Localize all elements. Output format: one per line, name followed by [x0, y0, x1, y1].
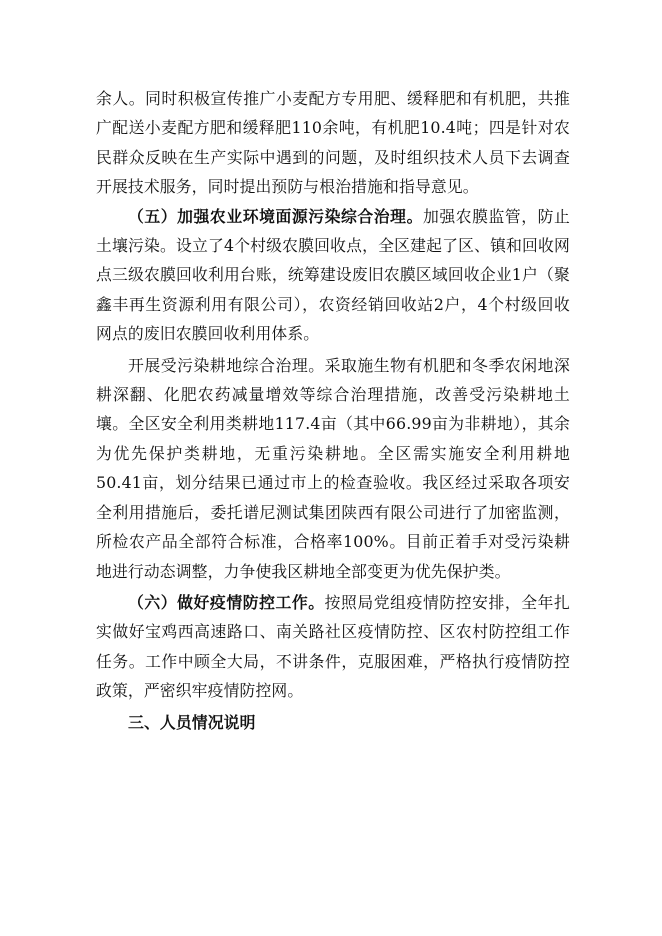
section-heading: 三、人员情况说明: [128, 712, 256, 732]
document-page: [96, 84, 570, 737]
paragraph-heading: （五）加强农业环境面源污染综合治理。: [128, 206, 423, 226]
paragraph-environment-governance: [96, 202, 570, 349]
paragraph-epidemic-control: [96, 588, 570, 706]
paragraph-text: 加强农膜监管，防止土壤污染。设立了4个村级农膜回收点，全区建起了区、镇和回收网点三级农膜回收利用台账，统筹建设废旧农膜区域回收企业1户（聚鑫丰再生资源利用有限公司），农资经销回收站2户，4个村级回收网点的废旧农膜回收利用体系。: [96, 206, 570, 344]
paragraph-text: 按照局党组疫情防控安排，全年扎实做好宝鸡西高速路口、南关路社区疫情防控、区农村防控组工作任务。工作中顾全大局，不讲条件，克服困难，严格执行疫情防控政策，严密织牢疫情防控网。: [96, 592, 570, 701]
paragraph-text: 余人。同时积极宣传推广小麦配方专用肥、缓释肥和有机肥，共推广配送小麦配方肥和缓释肥110余吨，有机肥10.4吨；四是针对农民群众反映在生产实际中遇到的问题，及时组织技术人员下去调查开展技术服务，同时提出预防与根治措施和指导意见。: [96, 89, 570, 197]
paragraph-continuation: [96, 84, 570, 202]
paragraph-polluted-farmland: [96, 351, 570, 586]
paragraph-text: 开展受污染耕地综合治理。采取施生物有机肥和冬季农闲地深耕深翻、化肥农药减量增效等综合治理措施，改善受污染耕地土壤。全区安全利用类耕地117.4亩（其中66.99亩为非耕地），其余为优先保护类耕地，无重污染耕地。全区需实施安全利用耕地50.41亩，划分结果已通过市上的检查验收。我区经过采取各项安全利用措施后，委托谱尼测试集团陕西有限公司进行了加密监测，所检农产品全部符合标准，合格率100%。目前正着手对受污染耕地进行动态调整，力争使我区耕地全部变更为优先保护类。: [96, 355, 570, 581]
paragraph-heading: （六）做好疫情防控工作。: [128, 592, 325, 612]
